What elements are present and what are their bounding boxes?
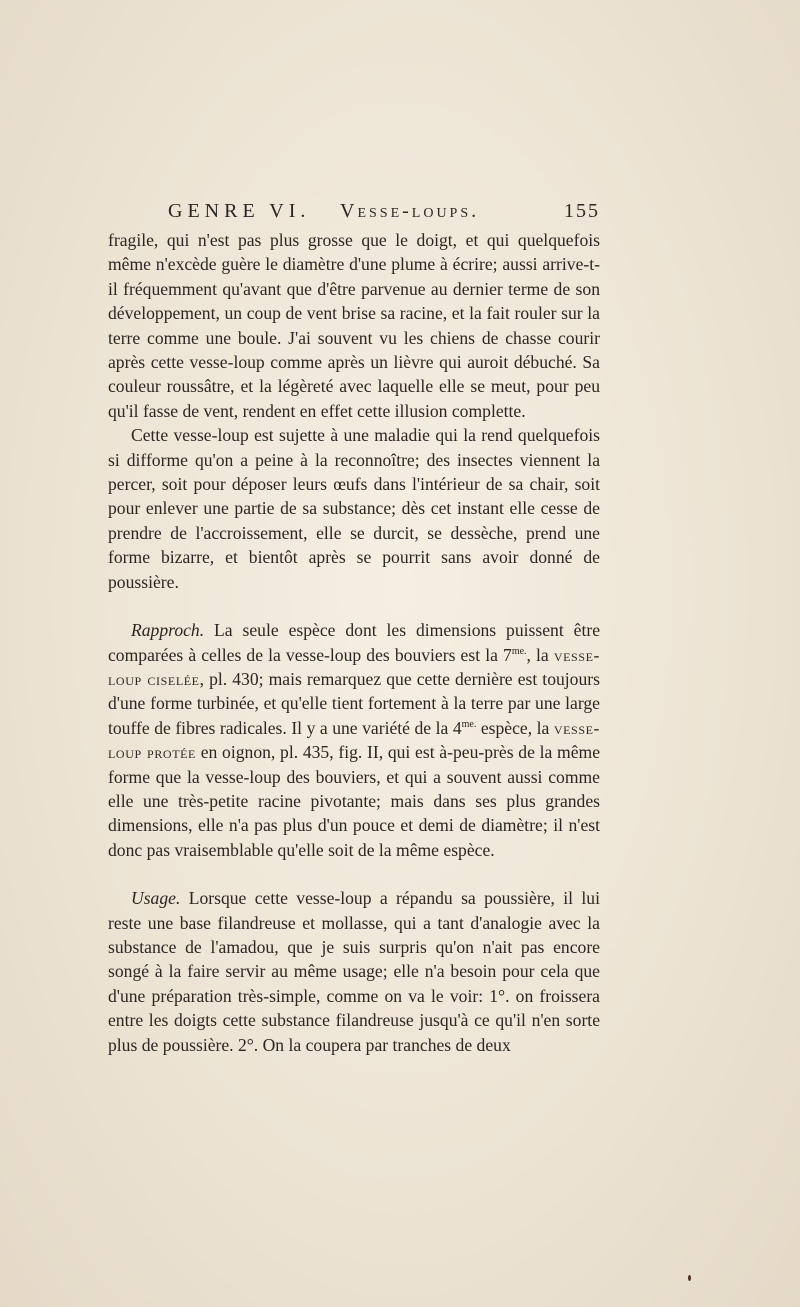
paragraph-continuation: fragile, qui n'est pas plus grosse que le doigt, et qui quelquefois même n'excède guère le diamètre d'une plume à écrire; aussi arrive-t-il fréquemment qu'avant que d'être parvenue au dernier terme de son développement, un coup de vent brise sa racine, et la fait rouler sur la terre comme une boule. J'ai souvent vu les chiens de chasse courir après cette vesse-loup comme après un lièvre qui auroit débuché. Sa couleur roussâtre, et la légèreté avec laquelle elle se meut, pour peu qu'il fasse de vent, rendent en effet cette illusion complette. bbox=[108, 230, 600, 421]
usage-text: Lorsque cette vesse-loup a répandu sa poussière, il lui reste une base filandreuse et mollasse, qui a tant d'analogie avec la substance de l'amadou, que je suis surpris qu'on n'ait pas encore songé à la faire servir au même usage; elle n'a besoin pour cela que d'une préparation très-simple, comme on va le voir: 1°. on froissera entre les doigts cette substance filandreuse jusqu'à ce qu'il n'en sorte plus de poussière. 2°. On la coupera par tranches de deux bbox=[108, 888, 600, 1055]
page-number: 155 bbox=[564, 200, 600, 222]
paragraph-rapprochement bbox=[108, 618, 600, 862]
running-header bbox=[168, 200, 600, 226]
rapprochement-text-1: La seule espèce dont les dimensions puissent être comparées à celles de la vesse-loup des bouviers est la 7 bbox=[108, 620, 600, 665]
paragraph-disease: Cette vesse-loup est sujette à une maladie qui la rend quelquefois si difforme qu'on a peine à la reconnoître; des insectes viennent la percer, soit pour déposer leurs œufs dans l'intérieur de sa chair, soit pour enlever une partie de sa substance; dès cet instant elle cesse de prendre de l'accroissement, elle se durcit, se dessèche, prend une forme bizarre, et bientôt après se pourrit sans avoir donné de poussière. bbox=[108, 425, 600, 592]
header-title: Vesse-loups. bbox=[340, 200, 480, 222]
rapprochement-label: Rapproch. bbox=[131, 620, 205, 641]
rapprochement-text-4: espèce, la bbox=[476, 717, 554, 738]
paragraph-usage bbox=[108, 886, 600, 1057]
ordinal-superscript: me. bbox=[461, 718, 477, 730]
ink-blot bbox=[688, 1275, 691, 1281]
body-text bbox=[108, 228, 600, 1057]
rapprochement-text-2: , la bbox=[526, 644, 554, 665]
rapprochement-text-3: , pl. 430; mais remarquez que cette dernière est toujours d'une forme turbinée, et qu'elle tient fortement à la terre par une large touffe de fibres radicales. Il y a une variété de la 4 bbox=[108, 668, 600, 738]
ordinal-superscript: me. bbox=[511, 645, 527, 657]
header-genre: GENRE VI. bbox=[168, 200, 311, 222]
rapprochement-text-5: en oignon, pl. 435, fig. II, qui est à-peu-près de la même forme que la vesse-loup des bouviers, et qui a souvent aussi comme elle une très-petite racine pivotante; mais dans ses plus grandes dimensions, elle n'a pas plus d'un pouce et demi de diamètre; il n'est donc pas vraisemblable qu'elle soit de la même espèce. bbox=[108, 742, 600, 860]
usage-label: Usage. bbox=[131, 888, 181, 909]
species-name-ciselee: vesse-loup ciselée bbox=[108, 644, 600, 689]
species-name-protee: vesse-loup protée bbox=[108, 717, 600, 763]
